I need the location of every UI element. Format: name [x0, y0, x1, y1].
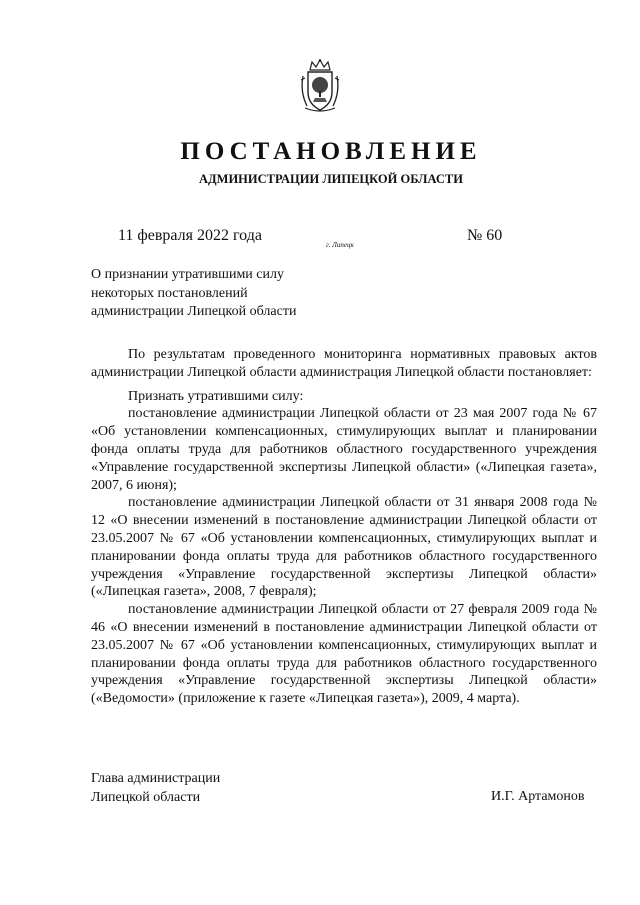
document-city: г. Липецк — [326, 241, 354, 249]
body-paragraph: постановление администрации Липецкой области от 27 февраля 2009 года № 46 «О внесении изменений в постановление администрации Липецкой области от 23.05.2007 № 67 «Об установлении компенсационных, стимулирующих выплат и планировании фонда оплаты труда для работников областного государственного учреждения «Управление государственной экспертизы Липецкой области» («Ведомости» (приложение к газете «Липецкая газета»), 2009, 4 марта). — [91, 602, 597, 707]
subject-line: администрации Липецкой области — [91, 304, 297, 319]
signer-position-line: Липецкой области — [91, 789, 201, 805]
body-paragraph: постановление администрации Липецкой области от 23 мая 2007 года № 67 «Об установлении компенсационных, стимулирующих выплат и планировании фонда оплаты труда для работников областного государственного учреждения «Управление государственной экспертизы Липецкой области» («Липецкая газета», 2007, 6 июня); — [91, 406, 597, 493]
coat-of-arms-icon — [297, 58, 343, 114]
signer-position — [91, 770, 220, 807]
document-subject — [91, 266, 351, 322]
document-title: ПОСТАНОВЛЕНИЕ — [180, 138, 482, 165]
body-paragraph: Признать утратившими силу: — [128, 388, 304, 404]
signer-position-line: Глава администрации — [91, 771, 221, 786]
signer-name: И.Г. Артамонов — [491, 789, 585, 804]
body-paragraph: По результатам проведенного мониторинга нормативных правовых актов администрации Липецкой области администрация Липецкой области постановляет: — [91, 347, 597, 380]
document-number: № 60 — [467, 227, 503, 244]
document-date: 11 февраля 2022 года — [118, 227, 262, 244]
subject-line: некоторых постановлений — [91, 285, 248, 301]
subject-line: О признании утратившими силу — [91, 267, 284, 282]
body-paragraph: постановление администрации Липецкой области от 31 января 2008 года № 12 «О внесении изменений в постановление администрации Липецкой области от 23.05.2007 № 67 «Об установлении компенсационных, стимулирующих выплат и планировании фонда оплаты труда для работников областного государственного учреждения «Управление государственной экспертизы Липецкой области» («Липецкая газета», 2008, 7 февраля); — [91, 495, 597, 600]
document-body — [91, 346, 597, 708]
issuing-authority: АДМИНИСТРАЦИИ ЛИПЕЦКОЙ ОБЛАСТИ — [199, 172, 463, 186]
